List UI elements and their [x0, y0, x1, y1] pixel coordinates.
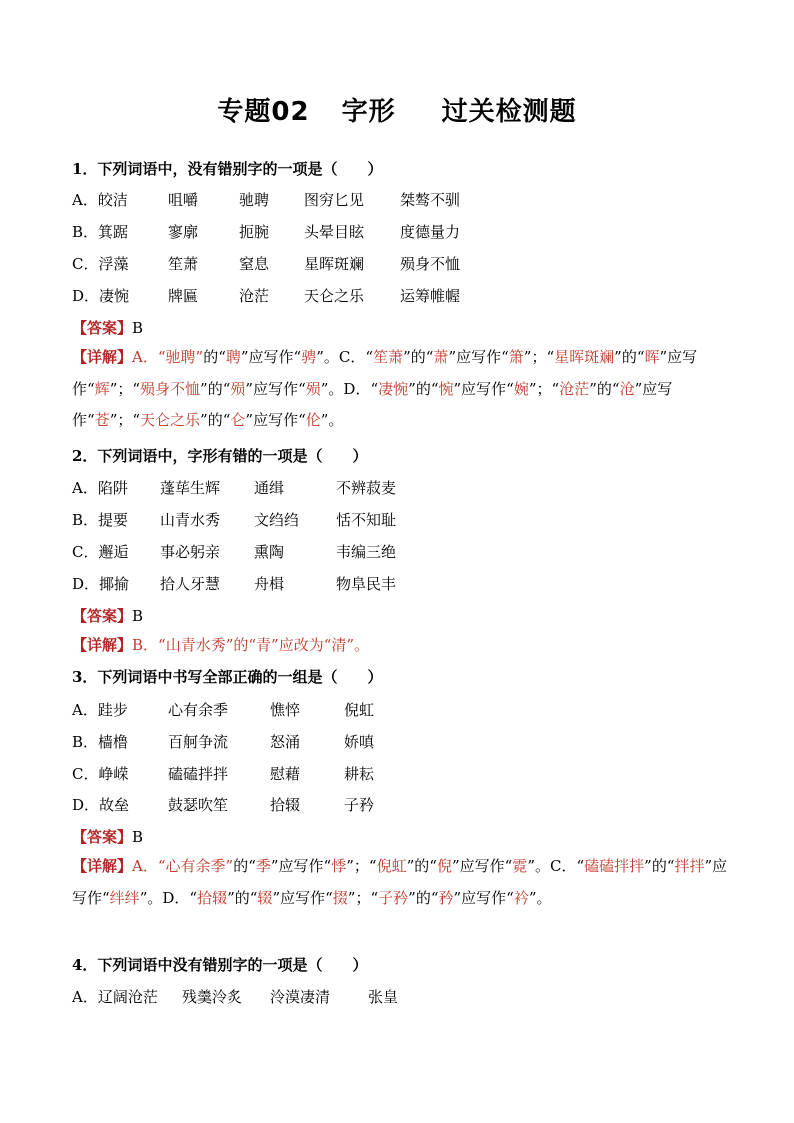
- option-cell: 拾辍: [270, 796, 301, 814]
- detail-segment: ”应写作“: [272, 888, 333, 907]
- detail-highlight: 拌拌: [674, 857, 705, 875]
- answer-label: 【答案】: [72, 319, 133, 337]
- detail-segment: ”；“: [523, 348, 555, 366]
- detail-segment: ”应写作“: [72, 379, 673, 429]
- detail-highlight: 沧: [619, 379, 635, 398]
- option-cell: 桀骜不驯: [400, 191, 461, 209]
- detail-segment: ”。: [528, 888, 552, 907]
- detail-highlight: 天仑之乐: [140, 411, 201, 429]
- option-cell: 星晖斑斓: [304, 255, 365, 273]
- option-cell: 张皇: [368, 988, 399, 1006]
- detail-segment: ”。C．“: [316, 348, 374, 366]
- detail-label: 【详解】: [72, 636, 133, 654]
- option-cell: 残羹泠炙: [182, 988, 243, 1006]
- detail-highlight: 骋: [301, 348, 317, 366]
- option-cell: 山青水秀: [160, 511, 221, 529]
- detail-highlight: 辉: [94, 379, 110, 398]
- detail-highlight: A．“驰聘”: [132, 348, 204, 366]
- detail-segment: 的“: [233, 857, 256, 875]
- option-cell: A．陷阱: [72, 479, 128, 497]
- detail-highlight: 伦: [305, 411, 321, 429]
- detail-highlight: 殒: [305, 379, 321, 398]
- option-cell: B．箕踞: [72, 223, 129, 241]
- option-cell: 天仑之乐: [304, 287, 365, 305]
- option-cell: 怒涌: [270, 733, 301, 751]
- option-cell: 牌匾: [168, 287, 199, 305]
- detail-segment: ”应写作“: [72, 857, 728, 907]
- q3-detail: [72, 851, 732, 914]
- detail-segment: ”的“: [408, 888, 439, 907]
- detail-highlight: 苍: [94, 411, 110, 429]
- option-cell: 恬不知耻: [336, 511, 397, 529]
- answer-value: B: [132, 828, 144, 846]
- detail-label: 【详解】: [72, 348, 133, 366]
- detail-highlight: 悸: [331, 857, 347, 875]
- q2-detail: [72, 630, 732, 662]
- option-cell: 耕耘: [344, 765, 375, 783]
- detail-highlight: 子矜: [378, 888, 409, 907]
- detail-segment: ”的“: [200, 379, 231, 398]
- detail-highlight: 霓: [512, 857, 528, 875]
- option-cell: 图穷匕见: [304, 191, 365, 209]
- option-cell: A．跬步: [72, 701, 128, 719]
- detail-segment: ”应写作“: [451, 857, 513, 875]
- answer-value: B: [132, 319, 144, 337]
- detail-segment: ”应写作“: [72, 348, 698, 398]
- option-cell: A．皎洁: [72, 191, 128, 209]
- detail-label: 【详解】: [72, 857, 133, 875]
- detail-segment: ”应写作“: [270, 857, 332, 875]
- option-cell: 咀嚼: [168, 191, 199, 209]
- option-cell: 鼓瑟吹笙: [168, 796, 229, 814]
- q1-answer: [72, 317, 143, 338]
- detail-text: [72, 857, 727, 907]
- detail-highlight: 箫: [508, 348, 524, 366]
- detail-segment: ”应写作“: [448, 348, 509, 366]
- detail-highlight: 沧茫: [559, 379, 590, 398]
- option-cell: C．浮藻: [72, 255, 129, 273]
- detail-highlight: 仑: [230, 411, 246, 429]
- detail-highlight: 倪: [436, 857, 452, 875]
- detail-segment: ”的“: [227, 888, 258, 907]
- detail-highlight: 掇: [332, 888, 348, 907]
- detail-segment: ”的“: [589, 379, 620, 398]
- detail-segment: ”。D．“: [139, 888, 198, 907]
- detail-segment: 的“: [203, 348, 226, 366]
- option-cell: 事必躬亲: [160, 543, 221, 561]
- option-cell: 窒息: [239, 255, 270, 273]
- question-3-stem: 3．下列词语中书写全部正确的一组是（ ）: [72, 668, 383, 686]
- detail-segment: ”应写作“: [245, 411, 306, 429]
- detail-highlight: 婉: [513, 379, 529, 398]
- detail-segment: ”的“: [408, 379, 439, 398]
- option-cell: 度德量力: [400, 223, 461, 241]
- option-cell: C．邂逅: [72, 543, 129, 561]
- detail-highlight: 辍: [257, 888, 273, 907]
- detail-highlight: B．“山青水秀”的“青”应改为“清”。: [132, 636, 370, 654]
- detail-segment: ”；“: [346, 857, 377, 875]
- detail-segment: ”的“: [403, 348, 434, 366]
- option-cell: 扼腕: [239, 223, 270, 241]
- detail-segment: ”。D．“: [320, 379, 379, 398]
- detail-segment: ”应写作“: [245, 379, 306, 398]
- option-cell: D．故垒: [72, 796, 130, 814]
- option-cell: 憔悴: [270, 701, 301, 719]
- detail-highlight: 殒身不恤: [140, 379, 201, 398]
- option-cell: 驰聘: [239, 191, 270, 209]
- title-part-2: 字形: [341, 97, 396, 127]
- answer-label: 【答案】: [72, 828, 133, 846]
- option-cell: 百舸争流: [168, 733, 229, 751]
- option-cell: 熏陶: [254, 543, 285, 561]
- detail-segment: ”的“: [406, 857, 437, 875]
- option-cell: C．峥嵘: [72, 765, 129, 783]
- option-cell: 文绉绉: [254, 511, 300, 529]
- q3-answer: [72, 826, 143, 847]
- q2-answer: [72, 605, 143, 626]
- detail-segment: ”。C．“: [527, 857, 585, 875]
- q1-detail: [72, 342, 732, 437]
- detail-segment: ”的“: [200, 411, 231, 429]
- question-2-stem: 2．下列词语中，字形有错的一项是（ ）: [72, 447, 368, 465]
- option-cell: B．提要: [72, 511, 129, 529]
- detail-segment: ”应写作“: [453, 379, 514, 398]
- title-part-1: 专题02: [217, 97, 310, 127]
- detail-highlight: 季: [255, 857, 271, 875]
- option-cell: 物阜民丰: [336, 575, 397, 593]
- detail-highlight: 衿: [513, 888, 529, 907]
- option-cell: 磕磕拌拌: [168, 765, 229, 783]
- option-cell: B．樯橹: [72, 733, 129, 751]
- detail-highlight: 殒: [230, 379, 246, 398]
- detail-highlight: 凄惋: [378, 379, 409, 398]
- option-cell: 运筹帷幄: [400, 287, 461, 305]
- option-cell: 头晕目眩: [304, 223, 365, 241]
- option-cell: 不辨菽麦: [336, 479, 397, 497]
- option-cell: 笙萧: [168, 255, 199, 273]
- detail-highlight: 星晖斑斓: [554, 348, 615, 366]
- page-title: [0, 94, 794, 130]
- question-4-stem: 4．下列词语中没有错别字的一项是（ ）: [72, 956, 368, 974]
- option-cell: 娇嗔: [344, 733, 375, 751]
- detail-segment: ”；“: [347, 888, 379, 907]
- detail-segment: ”；“: [528, 379, 560, 398]
- option-cell: D．凄惋: [72, 287, 130, 305]
- detail-highlight: 倪虹: [376, 857, 407, 875]
- title-part-3: 过关检测题: [441, 97, 577, 127]
- detail-segment: ”。: [320, 411, 344, 429]
- option-cell: 泠漠凄清: [270, 988, 331, 1006]
- option-cell: 蓬荜生辉: [160, 479, 221, 497]
- detail-segment: ”；“: [109, 411, 141, 429]
- detail-text: [132, 636, 369, 654]
- answer-value: B: [132, 607, 144, 625]
- option-cell: 拾人牙慧: [160, 575, 221, 593]
- detail-highlight: 晖: [644, 348, 660, 366]
- detail-highlight: 聘: [225, 348, 241, 366]
- option-cell: 舟楫: [254, 575, 285, 593]
- question-1-stem: 1．下列词语中，没有错别字的一项是（ ）: [72, 160, 383, 178]
- detail-text: [72, 348, 697, 429]
- detail-segment: ”应写作“: [240, 348, 302, 366]
- option-cell: 韦编三绝: [336, 543, 397, 561]
- detail-highlight: 拾辍: [197, 888, 228, 907]
- detail-segment: ”的“: [644, 857, 675, 875]
- option-cell: 通缉: [254, 479, 285, 497]
- detail-segment: ”；“: [109, 379, 141, 398]
- answer-label: 【答案】: [72, 607, 133, 625]
- option-cell: 子矜: [344, 796, 375, 814]
- detail-highlight: 惋: [438, 379, 454, 398]
- option-cell: 心有余季: [168, 701, 229, 719]
- detail-highlight: 笙萧: [373, 348, 404, 366]
- option-cell: 沧茫: [239, 287, 270, 305]
- option-cell: A．辽阔沧茫: [72, 988, 158, 1006]
- option-cell: 慰藉: [270, 765, 301, 783]
- detail-highlight: 矜: [438, 888, 454, 907]
- detail-highlight: 萧: [433, 348, 449, 366]
- option-cell: 殒身不恤: [400, 255, 461, 273]
- detail-highlight: 磕磕拌拌: [584, 857, 645, 875]
- option-cell: 倪虹: [344, 701, 375, 719]
- detail-segment: ”应写作“: [453, 888, 514, 907]
- option-cell: D．揶揄: [72, 575, 130, 593]
- option-cell: 寥廓: [168, 223, 199, 241]
- detail-highlight: A．“心有余季”: [132, 857, 234, 875]
- detail-segment: ”的“: [614, 348, 645, 366]
- detail-highlight: 绊绊: [109, 888, 140, 907]
